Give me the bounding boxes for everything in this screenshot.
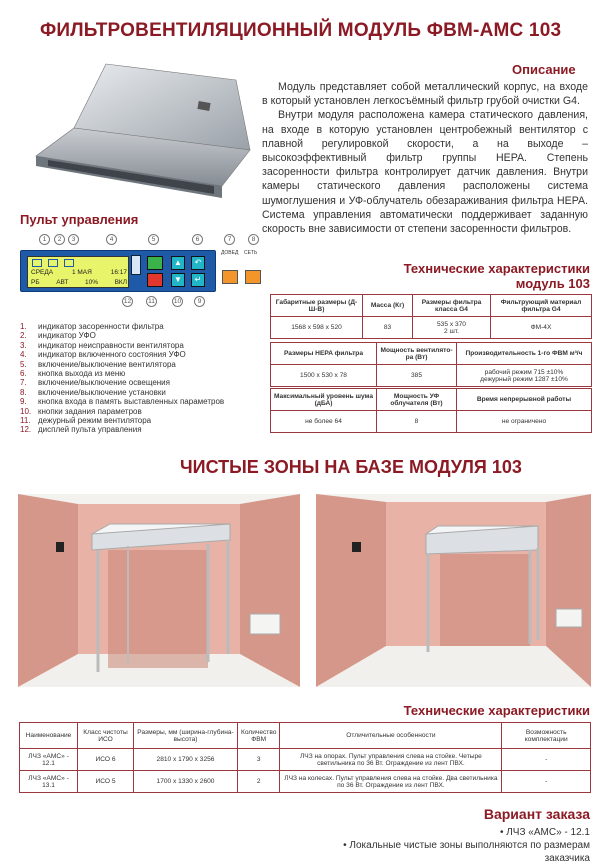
arrow-down-button[interactable]: ▼ <box>171 273 185 287</box>
key-12: 12 <box>123 298 132 305</box>
table-header-cell: Размеры, мм (ширина-глубина-высота) <box>134 723 238 749</box>
table-cell: ЛЧЗ на колесах. Пульт управления слева на стойке. Два светильника по 36 Вт. Ограждение из лент ПВХ. <box>280 771 502 793</box>
display-percent: 10% <box>84 279 98 286</box>
spec-value: 1500 x 530 x 78 <box>271 365 377 387</box>
order-item: • ЛЧЗ «АМС» - 12.1 <box>499 827 590 838</box>
light-label: ДОВЕД <box>221 250 239 256</box>
legend-item: 7. включение/выключение освещения <box>20 378 170 388</box>
spec-value: 1568 x 598 x 520 <box>271 317 363 339</box>
table-header-cell: Класс чистоты ИСО <box>78 723 134 749</box>
clean-zones-heading: ЧИСТЫЕ ЗОНЫ НА БАЗЕ МОДУЛЯ 103 <box>180 457 522 477</box>
spec-header: Габаритные размеры (Д-Ш-В) <box>271 295 363 317</box>
table-cell: 1700 x 1330 x 2600 <box>134 771 238 793</box>
table-cell: ЛЧЗ на опорах. Пульт управления слева на стойке. Четыре светильника по 36 Вт. Ограждение из лент ПВХ. <box>280 749 502 771</box>
arrow-up-button[interactable]: ▲ <box>171 256 185 270</box>
spec-value: рабочий режим 715 ±10% дежурный режим 1287 ±10% <box>457 365 592 387</box>
spec-value: не ограничено <box>457 411 592 433</box>
description-p1: Модуль представляет собой металлический корпус, на входе в который установлен легкосъёмный фильтр грубой очистки G4. <box>262 81 588 108</box>
legend-item: 8. включение/выключение установки <box>20 387 166 397</box>
legend-item: 1. индикатор засоренности фильтра <box>20 322 164 331</box>
key-4: 4 <box>106 234 117 245</box>
legend-item: 9. кнопка входа в память выставленных параметров <box>20 397 225 407</box>
key-11: 11 <box>146 296 157 307</box>
specs-heading: Технические характеристики <box>403 261 590 276</box>
clean-zone-image-2 <box>316 494 591 687</box>
description-text <box>262 80 588 236</box>
table-cell: ИСО 5 <box>78 771 134 793</box>
clean-zones-table <box>19 722 591 793</box>
key-10: 10 <box>173 298 182 305</box>
exit-menu-button[interactable]: ↶ <box>191 256 205 270</box>
table-header-cell: Отличительные особенности <box>280 723 502 749</box>
table-header-row <box>20 723 591 749</box>
spec-value: 8 <box>377 411 457 433</box>
key-5: 5 <box>148 234 159 245</box>
panel-body <box>20 250 216 292</box>
table-cell: 2810 x 1790 x 3256 <box>134 749 238 771</box>
spec-value: 83 <box>363 317 413 339</box>
legend-item: 6. кнопка выхода из меню <box>20 369 126 379</box>
control-panel-legend <box>20 322 270 435</box>
table-cell: ЛЧЗ «АМС» - 12.1 <box>20 749 78 771</box>
legend-item: 4. индикатор включенного состояния УФО <box>20 350 186 360</box>
spec-value: не более 64 <box>271 411 377 433</box>
control-panel-heading: Пульт управления <box>20 212 139 227</box>
table-cell: - <box>502 771 591 793</box>
key-6: 6 <box>192 234 203 245</box>
description-p2: Внутри модуля расположена камера статического давления, на входе в которую установлен центробежный вентилятор с плавной регулировкой скорости, а на выходе – высокоэффективный фильтр группы HEPA. Степень засоренности фильтра контролирует датчик давления. Внутри камеры статического давления расположены система шумоглушения и УФ-облучатель обезараживания фильтра HEPA. Система управления автоматически поддерживает заданную скорость вне зависимости от степени засоренности фильтров. <box>262 109 588 236</box>
power-label: СЕТЬ <box>244 250 258 256</box>
legend-item: 11. дежурный режим вентилятора <box>20 416 152 426</box>
key-3: 3 <box>68 234 79 245</box>
key-7: 7 <box>224 234 235 245</box>
key-9: 9 <box>194 296 205 307</box>
legend-item: 5. включение/выключение вентилятора <box>20 359 176 369</box>
specs-table-1 <box>270 294 592 339</box>
spec-header: Размеры фильтра класса G4 <box>413 295 491 317</box>
table-cell: 3 <box>238 749 280 771</box>
spec-header: Время непрерывной работы <box>457 389 592 411</box>
spec-header: Максимальный уровень шума (дБА) <box>271 389 377 411</box>
display-auto: АВТ <box>56 279 69 286</box>
uv-indicator-icon <box>48 259 58 267</box>
spec-header: Размеры HEPA фильтра <box>271 343 377 365</box>
table-row <box>20 749 591 771</box>
table-header-cell: Возможность комплектации <box>502 723 591 749</box>
spec-header: Масса (Кг) <box>363 295 413 317</box>
clean-zones-table-heading: Технические характеристики <box>403 703 590 718</box>
clean-zone-image-1 <box>18 494 300 687</box>
panel-display <box>27 256 129 288</box>
fan-fault-icon <box>64 259 74 267</box>
enter-memory-button[interactable]: ↵ <box>191 273 205 287</box>
legend-item: 12. дисплей пульта управления <box>20 425 142 435</box>
legend-item: 2. индикатор УФО <box>20 331 96 341</box>
key-1: 1 <box>39 234 50 245</box>
display-time: 16:17 <box>110 269 127 276</box>
display-date: 1 МАЯ <box>71 269 92 276</box>
display-day: СРЕДА <box>31 269 54 276</box>
power-toggle-button[interactable] <box>245 270 261 284</box>
description-heading: Описание <box>512 62 576 77</box>
display-on: ВКЛ <box>114 279 127 286</box>
light-toggle-button[interactable] <box>222 270 238 284</box>
spec-header: Мощность УФ облучателя (Вт) <box>377 389 457 411</box>
order-heading: Вариант заказа <box>483 806 590 822</box>
module-image <box>18 58 258 208</box>
order-list <box>300 826 590 865</box>
spec-header: Мощность вентилято-ра (Вт) <box>377 343 457 365</box>
table-cell: 2 <box>238 771 280 793</box>
key-2: 2 <box>54 234 65 245</box>
specs-table-2 <box>270 342 592 387</box>
order-item: • Локальные чистые зоны выполняются по размерам заказчика <box>343 840 590 864</box>
fan-toggle-button[interactable] <box>147 256 163 270</box>
spec-header: Производительность 1-го ФВМ м³/ч <box>457 343 592 365</box>
uv-on-indicator <box>131 255 141 275</box>
table-header-cell: Наименование <box>20 723 78 749</box>
control-panel-diagram <box>18 232 268 318</box>
spec-value: ФМ-4Х <box>491 317 592 339</box>
table-cell: ИСО 6 <box>78 749 134 771</box>
table-cell: - <box>502 749 591 771</box>
spec-header: Фильтрующий материал фильтра G4 <box>491 295 592 317</box>
table-header-cell: Количество ФВМ <box>238 723 280 749</box>
spec-value: 535 x 370 2 шт. <box>413 317 491 339</box>
display-mode: РБ <box>31 279 40 286</box>
legend-item: 10. кнопки задания параметров <box>20 406 142 416</box>
filter-indicator-icon <box>32 259 42 267</box>
standby-fan-button[interactable] <box>147 273 163 287</box>
key-8: 8 <box>248 234 259 245</box>
spec-value: 385 <box>377 365 457 387</box>
table-row <box>20 771 591 793</box>
page-title: ФИЛЬТРОВЕНТИЛЯЦИОННЫЙ МОДУЛЬ ФВМ-АМС 103 <box>40 20 562 41</box>
specs-table-3 <box>270 388 592 433</box>
legend-item: 3. индикатор неисправности вентилятора <box>20 340 184 350</box>
specs-subheading: модуль 103 <box>515 276 590 291</box>
table-cell: ЛЧЗ «АМС» - 13.1 <box>20 771 78 793</box>
